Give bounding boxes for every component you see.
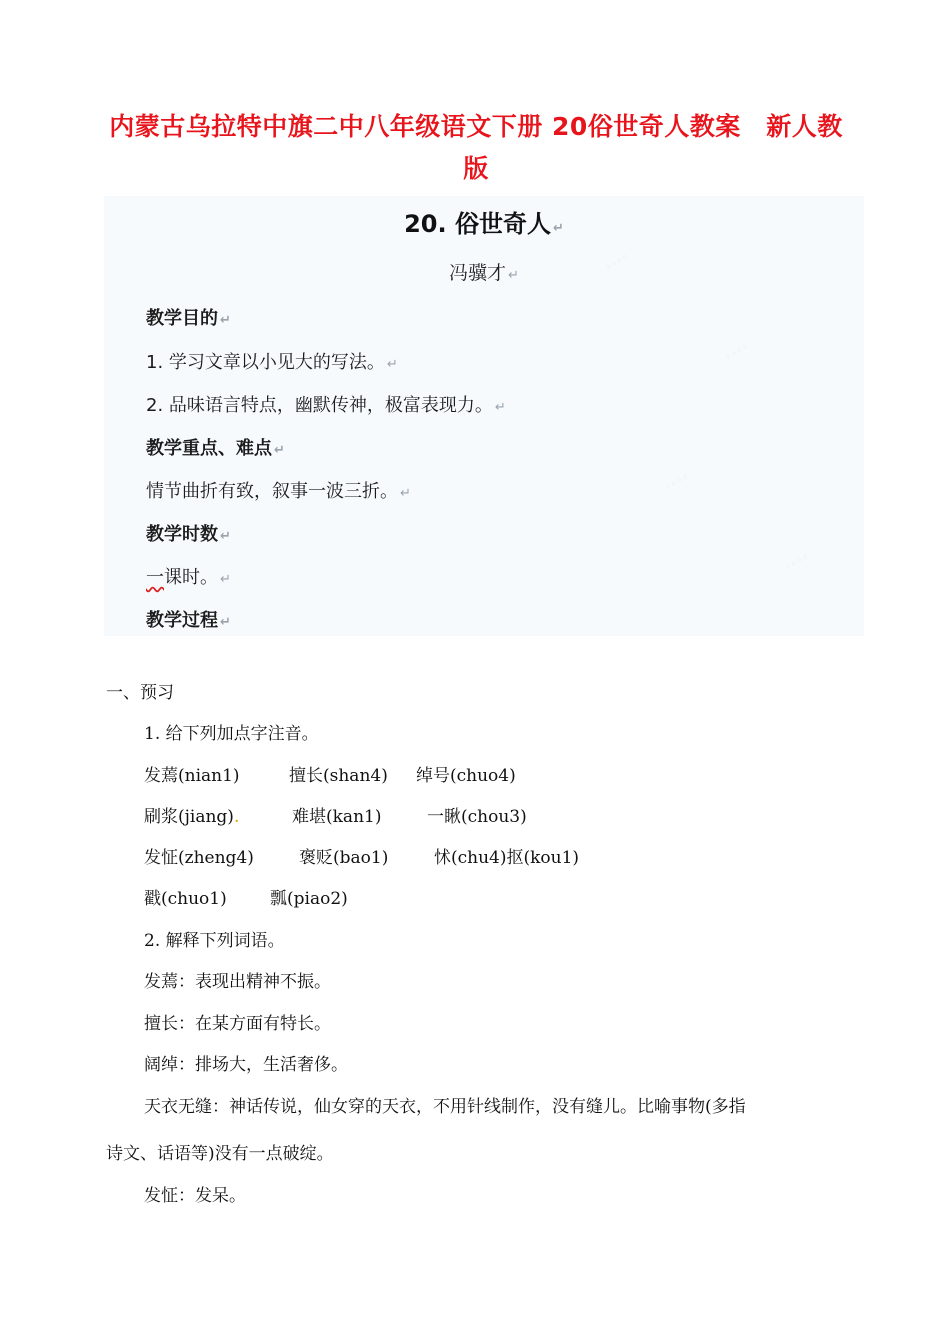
pinyin-item: 刷浆(jiang). [144,807,240,827]
lesson-author: 冯骥才 ↵ [449,262,519,284]
section-heading-preview: 一、预习 [106,683,174,703]
definition: 阔绰：排场大，生活奢侈。 [144,1055,348,1075]
watermark: ◦◦◦◦ [722,340,752,365]
definition: 发怔：发呆。 [144,1186,246,1206]
goal-item-1: 1. 学习文章以小见大的写法。 ↵ [146,352,398,373]
document-title [100,106,852,190]
pinyin-item: 发蔫(nian1) [144,766,240,786]
goal-item-2: 2. 品味语言特点，幽默传神，极富表现力。 ↵ [146,395,506,416]
pinyin-item: 怵(chu4)抠(kou1) [434,848,580,868]
pinyin-item: 绰号(chuo4) [416,766,516,786]
pinyin-item: 擅长(shan4) [289,766,388,786]
embedded-lesson-image [104,196,864,636]
process-heading: 教学过程 ↵ [146,610,231,631]
question-1: 1. 给下列加点字注音。 [144,724,319,744]
key-heading: 教学重点、难点 ↵ [146,438,285,459]
question-2: 2. 解释下列词语。 [144,931,285,951]
definition: 发蔫：表现出精神不振。 [144,972,331,992]
definition-continued: 诗文、话语等)没有一点破绽。 [106,1144,334,1164]
key-text: 情节曲折有致，叙事一波三折。 ↵ [146,481,411,502]
lesson-title: 20. 俗世奇人 ↵ [404,210,564,238]
watermark: ◦◦◦◦ [602,250,632,275]
pinyin-item: 一瞅(chou3) [427,807,527,827]
document-title-line2: 版 [463,154,489,183]
document-title-line1: 内蒙古乌拉特中旗二中八年级语文下册 20俗世奇人教案 新人教 [109,112,843,141]
hours-text: 一课时。 ↵ [146,567,231,588]
watermark: ◦◦◦◦ [662,470,692,495]
pinyin-item: 发怔(zheng4) [144,848,254,868]
hours-heading: 教学时数 ↵ [146,524,231,545]
watermark: ◦◦◦◦ [782,550,812,575]
pinyin-item: 瓢(piao2) [270,889,348,909]
goal-heading: 教学目的 ↵ [146,308,231,329]
definition: 天衣无缝：神话传说，仙女穿的天衣，不用针线制作，没有缝儿。比喻事物(多指 [144,1097,746,1117]
pinyin-item: 褒贬(bao1) [299,848,389,868]
pinyin-item: 戳(chuo1) [144,889,227,909]
definition: 擅长：在某方面有特长。 [144,1014,331,1034]
pinyin-item: 难堪(kan1) [292,807,382,827]
